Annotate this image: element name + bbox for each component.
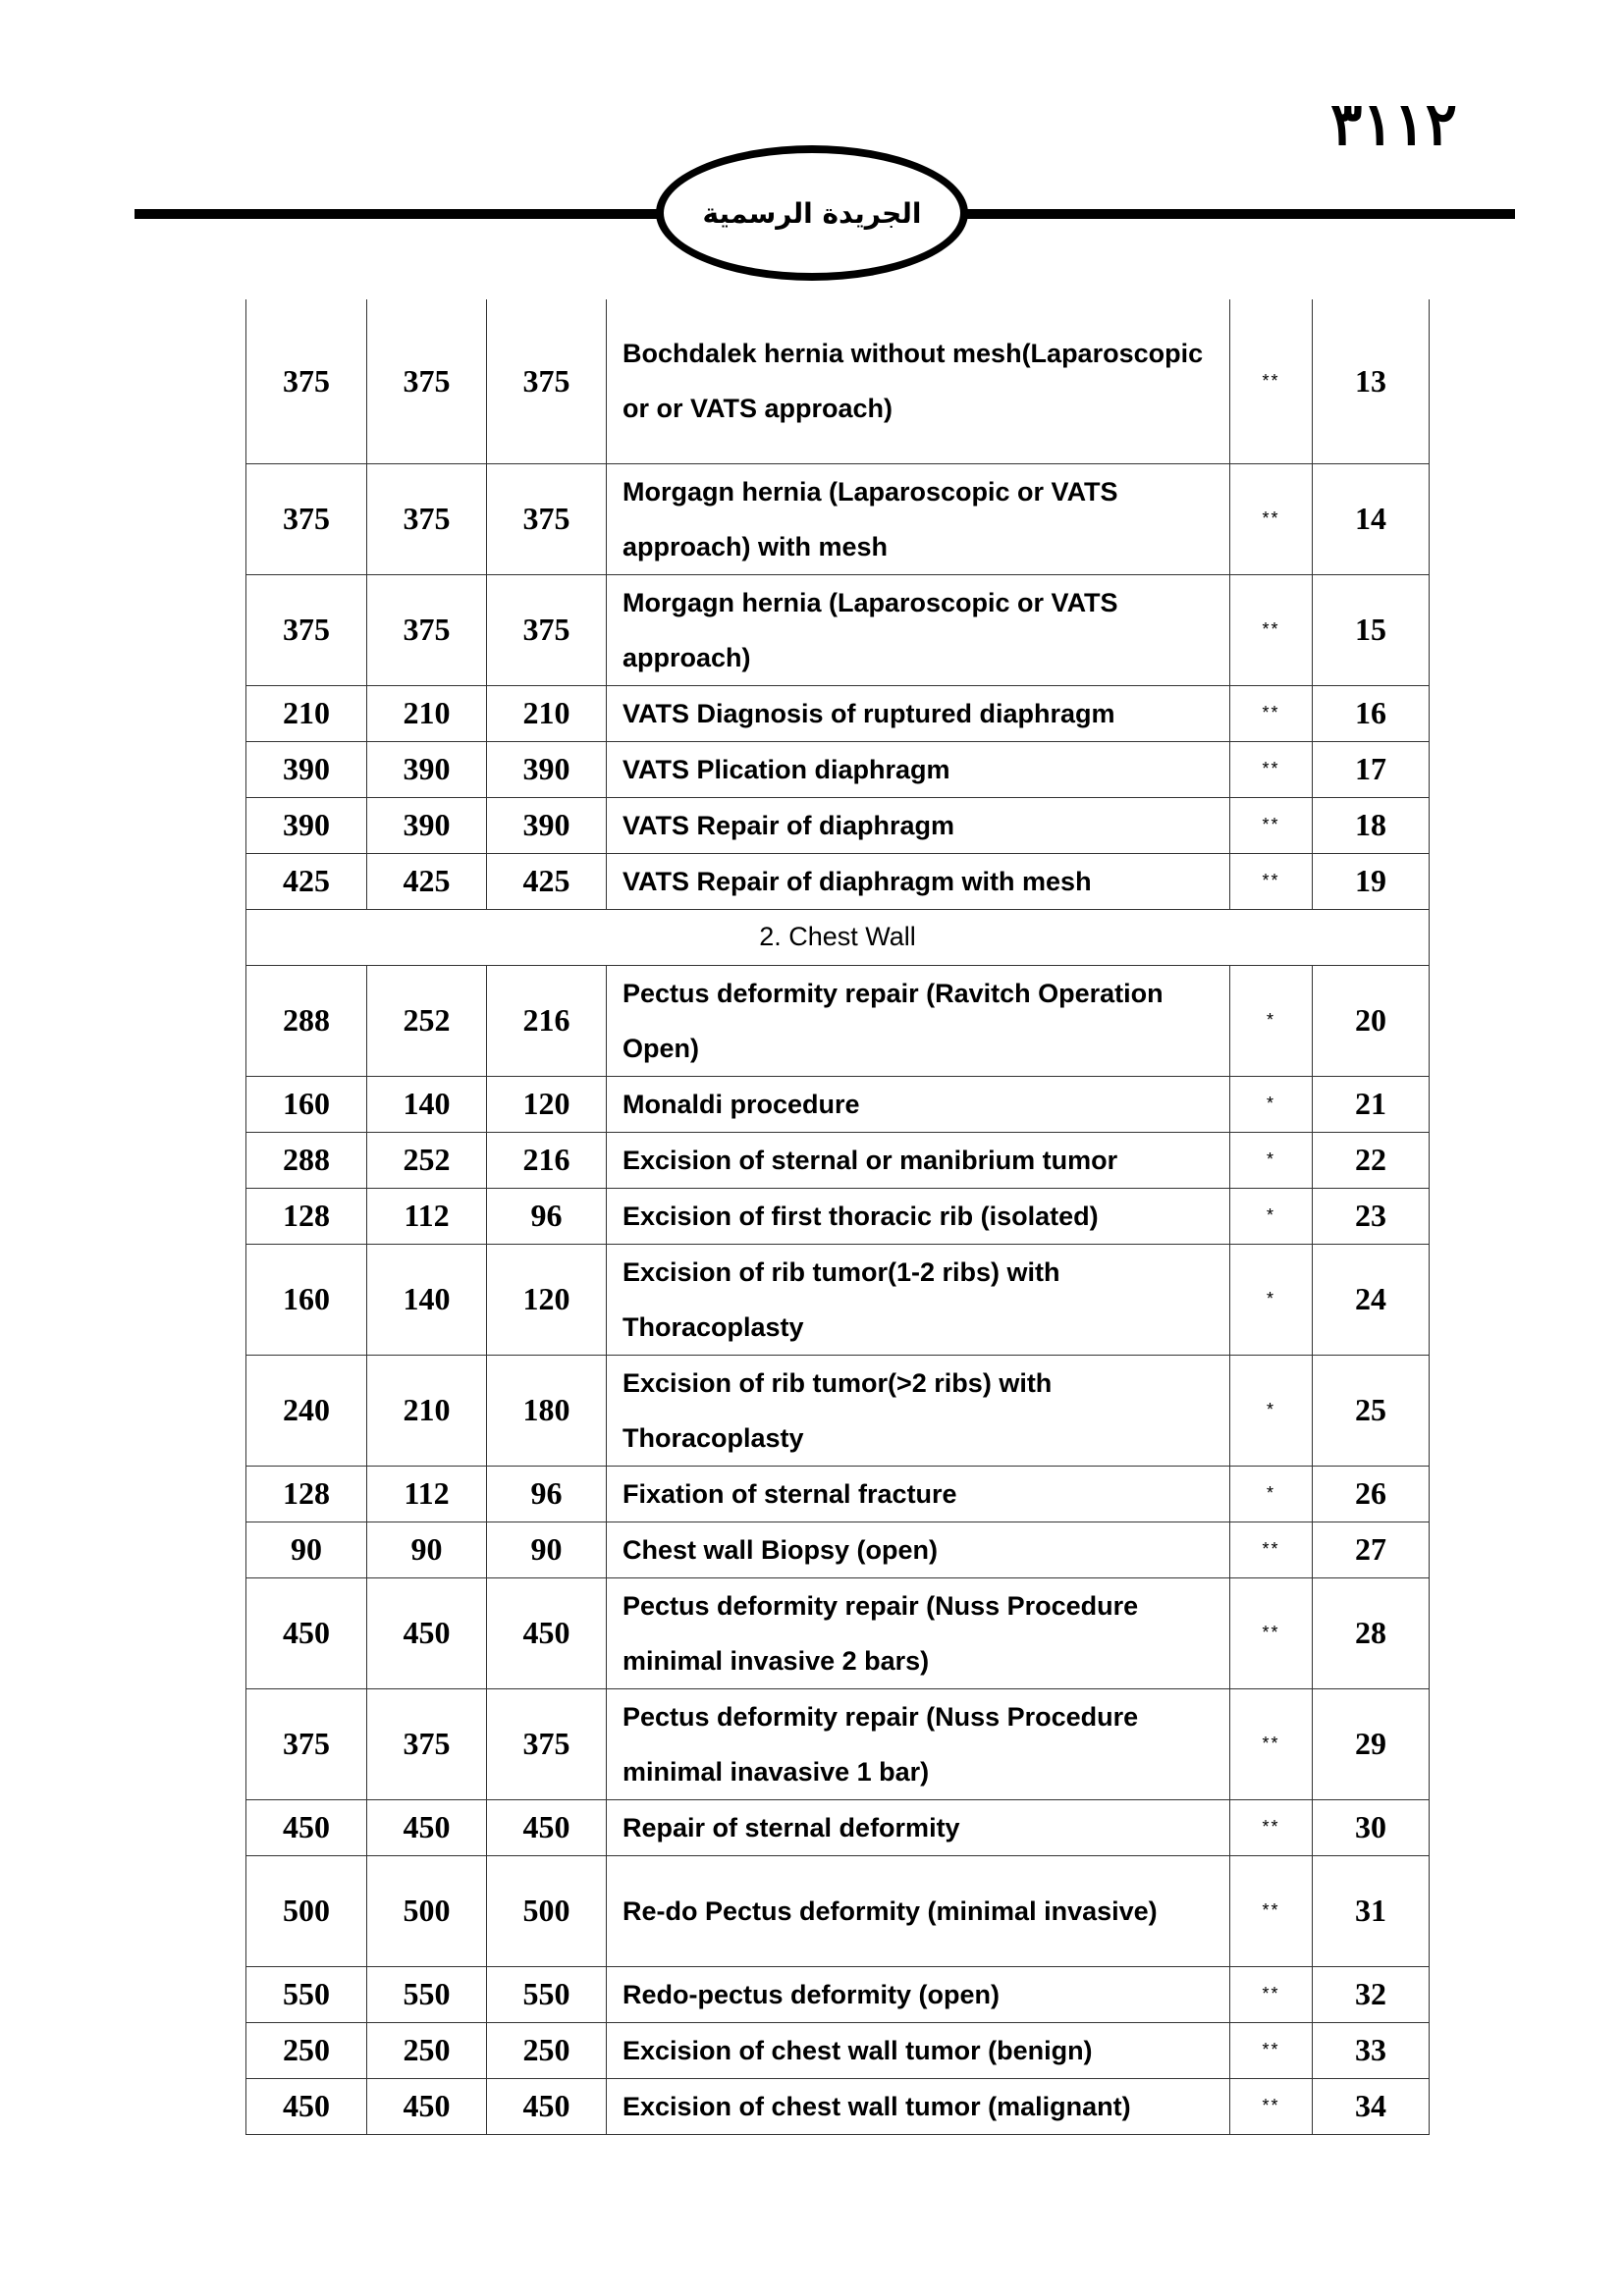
table-row	[246, 1244, 1430, 1355]
category-stars: **	[1230, 853, 1313, 909]
category-stars: **	[1230, 2022, 1313, 2078]
price-col-3: 250	[487, 2022, 607, 2078]
price-col-2: 450	[367, 1799, 487, 1855]
price-col-1: 90	[246, 1522, 367, 1577]
item-number: 16	[1313, 685, 1430, 741]
category-stars: *	[1230, 965, 1313, 1076]
procedure-name: Morgagn hernia (Laparoscopic or VATS approach)	[607, 574, 1230, 685]
table-row	[246, 1466, 1430, 1522]
procedure-name: Monaldi procedure	[607, 1076, 1230, 1132]
table-row	[246, 299, 1430, 463]
price-col-3: 216	[487, 965, 607, 1076]
category-stars: **	[1230, 1855, 1313, 1966]
price-col-1: 128	[246, 1466, 367, 1522]
price-col-1: 375	[246, 299, 367, 463]
table-row	[246, 1188, 1430, 1244]
price-col-2: 375	[367, 574, 487, 685]
price-col-2: 550	[367, 1966, 487, 2022]
procedure-name: Bochdalek hernia without mesh(Laparoscopic or or VATS approach)	[607, 299, 1230, 463]
price-col-3: 96	[487, 1466, 607, 1522]
procedure-name: Pectus deformity repair (Nuss Procedure minimal invasive 2 bars)	[607, 1577, 1230, 1688]
procedure-name: VATS Repair of diaphragm with mesh	[607, 853, 1230, 909]
category-stars: **	[1230, 1799, 1313, 1855]
table-row	[246, 2022, 1430, 2078]
journal-emblem	[656, 145, 968, 281]
price-col-2: 90	[367, 1522, 487, 1577]
price-col-1: 375	[246, 463, 367, 574]
category-stars: **	[1230, 1688, 1313, 1799]
price-col-2: 450	[367, 1577, 487, 1688]
price-col-3: 375	[487, 574, 607, 685]
price-col-3: 450	[487, 1577, 607, 1688]
procedure-name: Excision of first thoracic rib (isolated)	[607, 1188, 1230, 1244]
table-row	[246, 1688, 1430, 1799]
price-col-2: 425	[367, 853, 487, 909]
procedure-name: VATS Repair of diaphragm	[607, 797, 1230, 853]
item-number: 23	[1313, 1188, 1430, 1244]
price-col-2: 375	[367, 1688, 487, 1799]
price-col-1: 210	[246, 685, 367, 741]
price-col-1: 128	[246, 1188, 367, 1244]
procedure-name: Repair of sternal deformity	[607, 1799, 1230, 1855]
price-col-2: 500	[367, 1855, 487, 1966]
section-title: 2. Chest Wall	[246, 909, 1430, 965]
price-col-3: 450	[487, 2078, 607, 2134]
procedure-name: Excision of sternal or manibrium tumor	[607, 1132, 1230, 1188]
item-number: 26	[1313, 1466, 1430, 1522]
category-stars: *	[1230, 1188, 1313, 1244]
price-col-3: 216	[487, 1132, 607, 1188]
price-col-3: 210	[487, 685, 607, 741]
price-col-2: 375	[367, 299, 487, 463]
category-stars: **	[1230, 1522, 1313, 1577]
category-stars: **	[1230, 2078, 1313, 2134]
table-row	[246, 1799, 1430, 1855]
table-row	[246, 1577, 1430, 1688]
category-stars: **	[1230, 463, 1313, 574]
price-col-2: 252	[367, 965, 487, 1076]
item-number: 33	[1313, 2022, 1430, 2078]
price-col-1: 390	[246, 741, 367, 797]
table-row	[246, 2078, 1430, 2134]
procedure-name: Excision of rib tumor(>2 ribs) with Thoracoplasty	[607, 1355, 1230, 1466]
table-row	[246, 965, 1430, 1076]
item-number: 18	[1313, 797, 1430, 853]
procedure-name: VATS Diagnosis of ruptured diaphragm	[607, 685, 1230, 741]
price-col-1: 288	[246, 1132, 367, 1188]
item-number: 34	[1313, 2078, 1430, 2134]
item-number: 22	[1313, 1132, 1430, 1188]
table-row	[246, 685, 1430, 741]
price-col-3: 90	[487, 1522, 607, 1577]
category-stars: **	[1230, 1577, 1313, 1688]
table-row	[246, 1966, 1430, 2022]
price-col-1: 250	[246, 2022, 367, 2078]
category-stars: **	[1230, 685, 1313, 741]
category-stars: *	[1230, 1466, 1313, 1522]
price-col-1: 375	[246, 1688, 367, 1799]
item-number: 14	[1313, 463, 1430, 574]
price-col-1: 390	[246, 797, 367, 853]
procedure-name: Re-do Pectus deformity (minimal invasive)	[607, 1855, 1230, 1966]
item-number: 30	[1313, 1799, 1430, 1855]
price-col-2: 450	[367, 2078, 487, 2134]
price-col-1: 450	[246, 1799, 367, 1855]
table-row	[246, 1855, 1430, 1966]
category-stars: **	[1230, 1966, 1313, 2022]
procedure-name: Pectus deformity repair (Nuss Procedure minimal inavasive 1 bar)	[607, 1688, 1230, 1799]
table-row	[246, 797, 1430, 853]
category-stars: **	[1230, 299, 1313, 463]
table-row	[246, 463, 1430, 574]
price-col-3: 390	[487, 797, 607, 853]
price-col-3: 96	[487, 1188, 607, 1244]
item-number: 17	[1313, 741, 1430, 797]
price-col-2: 390	[367, 741, 487, 797]
price-col-2: 112	[367, 1466, 487, 1522]
procedure-name: Pectus deformity repair (Ravitch Operation Open)	[607, 965, 1230, 1076]
price-col-2: 375	[367, 463, 487, 574]
table-row	[246, 1522, 1430, 1577]
item-number: 29	[1313, 1688, 1430, 1799]
procedure-name: Excision of chest wall tumor (benign)	[607, 2022, 1230, 2078]
item-number: 28	[1313, 1577, 1430, 1688]
price-col-1: 550	[246, 1966, 367, 2022]
price-col-3: 375	[487, 1688, 607, 1799]
page-number: ٣١١٢	[1330, 90, 1457, 159]
procedure-name: VATS Plication diaphragm	[607, 741, 1230, 797]
item-number: 19	[1313, 853, 1430, 909]
price-col-2: 140	[367, 1244, 487, 1355]
item-number: 25	[1313, 1355, 1430, 1466]
table-row	[246, 1355, 1430, 1466]
procedure-name: Excision of rib tumor(1-2 ribs) with Thoracoplasty	[607, 1244, 1230, 1355]
section-row	[246, 909, 1430, 965]
procedure-name: Morgagn hernia (Laparoscopic or VATS approach) with mesh	[607, 463, 1230, 574]
price-col-2: 390	[367, 797, 487, 853]
price-col-3: 425	[487, 853, 607, 909]
price-col-1: 160	[246, 1076, 367, 1132]
table-row	[246, 1076, 1430, 1132]
price-col-1: 450	[246, 1577, 367, 1688]
price-col-1: 288	[246, 965, 367, 1076]
price-col-2: 140	[367, 1076, 487, 1132]
item-number: 31	[1313, 1855, 1430, 1966]
price-col-3: 390	[487, 741, 607, 797]
category-stars: *	[1230, 1076, 1313, 1132]
category-stars: *	[1230, 1132, 1313, 1188]
price-col-1: 240	[246, 1355, 367, 1466]
procedure-name: Fixation of sternal fracture	[607, 1466, 1230, 1522]
procedure-name: Chest wall Biopsy (open)	[607, 1522, 1230, 1577]
price-col-3: 375	[487, 299, 607, 463]
price-col-2: 210	[367, 685, 487, 741]
price-col-3: 450	[487, 1799, 607, 1855]
item-number: 15	[1313, 574, 1430, 685]
category-stars: **	[1230, 574, 1313, 685]
item-number: 21	[1313, 1076, 1430, 1132]
category-stars: *	[1230, 1355, 1313, 1466]
price-col-1: 450	[246, 2078, 367, 2134]
price-col-2: 112	[367, 1188, 487, 1244]
price-col-3: 120	[487, 1244, 607, 1355]
price-col-2: 210	[367, 1355, 487, 1466]
price-col-3: 500	[487, 1855, 607, 1966]
item-number: 32	[1313, 1966, 1430, 2022]
table-row	[246, 1132, 1430, 1188]
price-col-3: 120	[487, 1076, 607, 1132]
procedure-name: Excision of chest wall tumor (malignant)	[607, 2078, 1230, 2134]
price-col-1: 375	[246, 574, 367, 685]
price-col-2: 250	[367, 2022, 487, 2078]
table-row	[246, 741, 1430, 797]
category-stars: *	[1230, 1244, 1313, 1355]
table-row	[246, 853, 1430, 909]
journal-title: الجريدة الرسمية	[702, 196, 922, 230]
item-number: 13	[1313, 299, 1430, 463]
price-col-3: 375	[487, 463, 607, 574]
price-col-3: 180	[487, 1355, 607, 1466]
category-stars: **	[1230, 797, 1313, 853]
price-col-1: 500	[246, 1855, 367, 1966]
item-number: 27	[1313, 1522, 1430, 1577]
price-col-3: 550	[487, 1966, 607, 2022]
price-col-1: 425	[246, 853, 367, 909]
price-col-2: 252	[367, 1132, 487, 1188]
table-row	[246, 574, 1430, 685]
fee-table	[245, 299, 1430, 2135]
price-col-1: 160	[246, 1244, 367, 1355]
item-number: 20	[1313, 965, 1430, 1076]
procedure-name: Redo-pectus deformity (open)	[607, 1966, 1230, 2022]
item-number: 24	[1313, 1244, 1430, 1355]
category-stars: **	[1230, 741, 1313, 797]
